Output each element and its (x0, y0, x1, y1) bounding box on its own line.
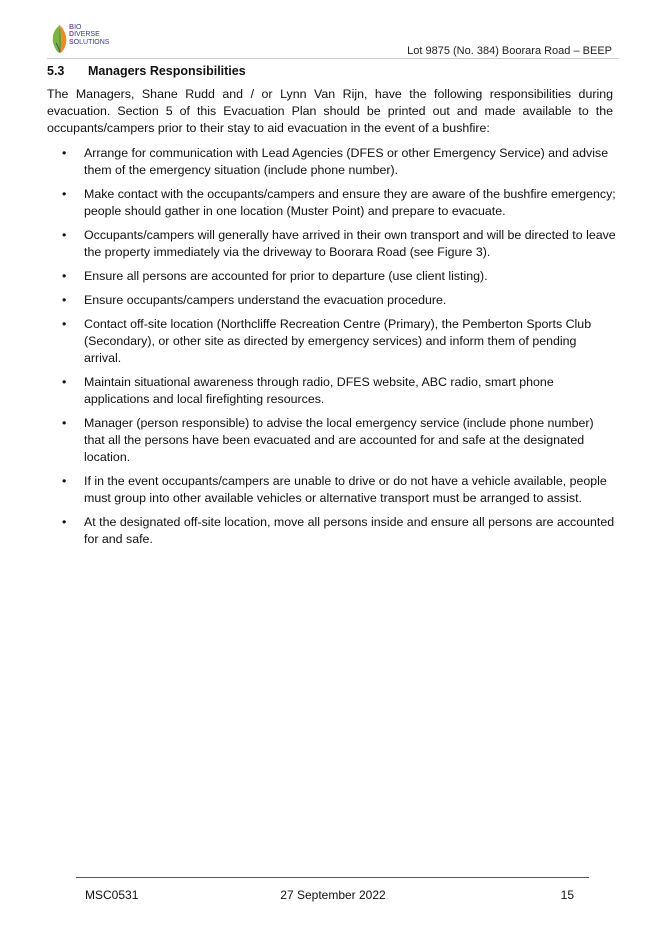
bullet-icon: • (62, 375, 67, 389)
logo-line-1: BIO (69, 24, 82, 31)
logo-wordmark (69, 24, 109, 46)
logo-line-3: SOLUTIONS (69, 38, 110, 46)
list-item (47, 227, 617, 261)
bullet-icon: • (62, 269, 67, 283)
list-item (47, 514, 617, 548)
section-number: 5.3 (47, 64, 65, 78)
list-item-text: Contact off-site location (Northcliffe Recreation Centre (Primary), the Pemberton Sports Club (Secondary), or other site as directed by emergency services) and inform them of pending arrival. (84, 317, 592, 365)
list-item (47, 415, 617, 466)
section-heading (47, 64, 246, 78)
list-item (47, 292, 617, 309)
bullet-icon: • (62, 293, 67, 307)
footer-doc-code: MSC0531 (85, 888, 139, 902)
list-item-text: Arrange for communication with Lead Agencies (DFES or other Emergency Service) and advise them of the emergency situation (include phone number). (84, 146, 609, 177)
list-item (47, 145, 617, 179)
list-item-text: Maintain situational awareness through radio, DFES website, ABC radio, smart phone applications and local firefighting resources. (84, 375, 554, 406)
list-item-text: Ensure all persons are accounted for prior to departure (use client listing). (84, 269, 488, 283)
footer-date: 27 September 2022 (280, 888, 386, 902)
bullet-icon: • (62, 146, 67, 160)
responsibilities-list (47, 145, 617, 555)
company-logo (50, 22, 120, 54)
bullet-icon: • (62, 474, 67, 488)
footer-divider (76, 877, 589, 878)
list-item (47, 316, 617, 367)
list-item (47, 473, 617, 507)
header-divider (47, 58, 619, 59)
bullet-icon: • (62, 416, 67, 430)
list-item-text: At the designated off-site location, move all persons inside and ensure all persons are accounted for and safe. (84, 515, 615, 546)
list-item-text: Manager (person responsible) to advise the local emergency service (include phone number) that all the persons have been evacuated and are accounted for and safe at the designated location. (84, 416, 594, 464)
document-reference: Lot 9875 (No. 384) Boorara Road – BEEP (407, 45, 612, 57)
list-item (47, 186, 617, 220)
list-item (47, 268, 617, 285)
list-item-text: Ensure occupants/campers understand the evacuation procedure. (84, 293, 447, 307)
page-number: 15 (560, 888, 574, 902)
bullet-icon: • (62, 317, 67, 331)
leaf-icon (50, 24, 70, 54)
bullet-icon: • (62, 515, 67, 529)
list-item (47, 374, 617, 408)
bullet-icon: • (62, 187, 67, 201)
logo-line-2: DIVERSE (69, 31, 100, 39)
list-item-text: If in the event occupants/campers are unable to drive or do not have a vehicle available, people must group into other available vehicles or alternative transport must be arranged to assist. (84, 474, 607, 505)
section-intro-paragraph: The Managers, Shane Rudd and / or Lynn Van Rijn, have the following responsibilities during evacuation. Section 5 of this Evacuation Plan should be printed out and made available to the occupants/campers prior to their stay to aid evacuation in the event of a bushfire: (47, 87, 613, 135)
section-title: Managers Responsibilities (88, 64, 246, 78)
list-item-text: Occupants/campers will generally have arrived in their own transport and will be directed to leave the property immediately via the driveway to Boorara Road (see Figure 3). (84, 228, 616, 259)
list-item-text: Make contact with the occupants/campers and ensure they are aware of the bushfire emergency; people should gather in one location (Muster Point) and prepare to evacuate. (84, 187, 616, 218)
bullet-icon: • (62, 228, 67, 242)
